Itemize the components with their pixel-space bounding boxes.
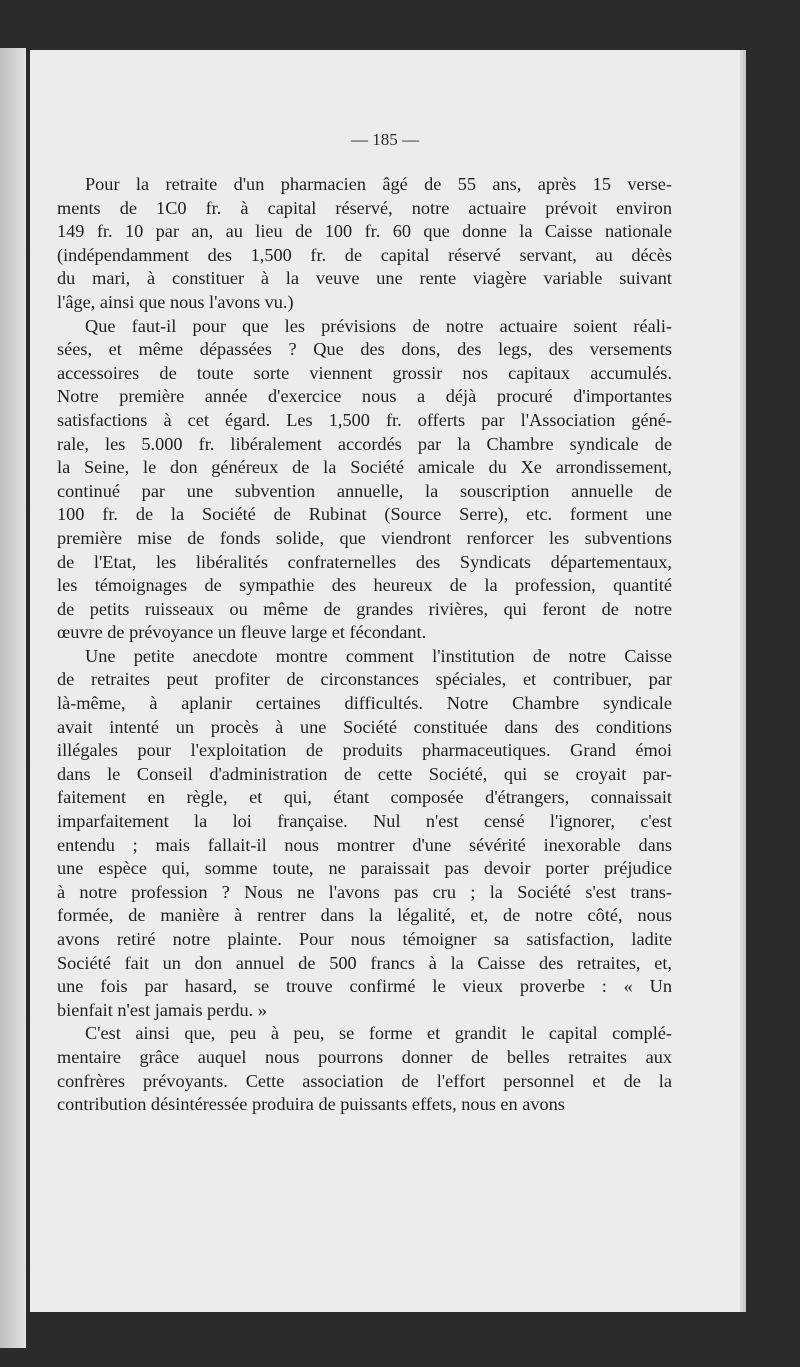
- text-line: illégales pour l'exploitation de produits pharmaceutiques. Grand émoi: [57, 740, 672, 761]
- text-line: rale, les 5.000 fr. libéralement accordés par la Chambre syndicale de: [57, 433, 672, 454]
- text-line: dans le Conseil d'administration de cette Société, qui se croyait par-: [57, 763, 672, 784]
- text-line: imparfaitement la loi française. Nul n'est censé l'ignorer, c'est: [57, 811, 672, 832]
- body-text: [57, 173, 672, 1117]
- text-line: satisfactions à cet égard. Les 1,500 fr. offerts par l'Association géné-: [57, 409, 672, 430]
- paragraph: [57, 315, 672, 645]
- text-line: (indépendamment des 1,500 fr. de capital réservé servant, au décès: [57, 244, 672, 265]
- paragraph: [57, 173, 672, 315]
- text-line: avons retiré notre plainte. Pour nous témoigner sa satisfaction, ladite: [57, 929, 672, 949]
- text-line: ments de 1C0 fr. à capital réservé, notre actuaire prévoit environ: [57, 197, 672, 218]
- page-number: — 185 —: [351, 130, 419, 149]
- text-line: Que faut-il pour que les prévisions de notre actuaire soient réali-: [85, 315, 672, 336]
- text-line: les témoignages de sympathie des heureux de la profession, quantité: [57, 575, 672, 596]
- text-line: mentaire grâce auquel nous pourrons donner de belles retraites aux: [57, 1046, 672, 1067]
- text-line: 100 fr. de la Société de Rubinat (Source Serre), etc. forment une: [57, 504, 672, 525]
- text-line: C'est ainsi que, peu à peu, se forme et grandit le capital complé-: [85, 1023, 672, 1044]
- text-line: la Seine, le don généreux de la Société amicale du Xe arrondissement,: [57, 457, 672, 478]
- text-line: formée, de manière à rentrer dans la légalité, et, de notre côté, nous: [57, 905, 672, 926]
- text-line: Société fait un don annuel de 500 francs à la Caisse des retraites, et,: [57, 952, 672, 973]
- paragraph: [57, 1022, 672, 1116]
- text-line: œuvre de prévoyance un fleuve large et fécondant.: [57, 622, 427, 643]
- text-line: première mise de fonds solide, que viendront renforcer les subventions: [57, 527, 672, 548]
- adjacent-page-edge: [0, 48, 26, 1348]
- book-page: [30, 50, 740, 1312]
- text-line: avait intenté un procès à une Société constituée dans des conditions: [57, 716, 672, 737]
- text-line: Une petite anecdote montre comment l'institution de notre Caisse: [85, 645, 672, 666]
- text-line: bienfait n'est jamais perdu. »: [57, 999, 267, 1020]
- text-line: Notre première année d'exercice nous a déjà procuré d'importantes: [57, 386, 672, 407]
- text-line: de petits ruisseaux ou même de grandes rivières, qui feront de notre: [57, 598, 672, 619]
- text-line: une fois par hasard, se trouve confirmé le vieux proverbe : « Un: [57, 976, 672, 997]
- text-line: Pour la retraite d'un pharmacien âgé de 55 ans, après 15 verse-: [85, 174, 672, 194]
- text-line: confrères prévoyants. Cette association de l'effort personnel et de la: [57, 1070, 672, 1091]
- text-line: du mari, à constituer à la veuve une rente viagère variable suivant: [57, 268, 672, 289]
- text-line: là-même, à aplanir certaines difficultés. Notre Chambre syndicale: [57, 693, 672, 714]
- text-line: l'âge, ainsi que nous l'avons vu.): [57, 291, 294, 312]
- text-line: continué par une subvention annuelle, la souscription annuelle de: [57, 480, 672, 501]
- text-line: de l'Etat, les libéralités confraternelles des Syndicats départementaux,: [57, 551, 672, 572]
- text-line: accessoires de toute sorte viennent grossir nos capitaux accumulés.: [57, 362, 672, 383]
- text-line: entendu ; mais fallait-il nous montrer d'une sévérité inexorable dans: [57, 834, 672, 855]
- text-line: une espèce qui, somme toute, ne paraissait pas devoir porter préjudice: [57, 858, 672, 879]
- text-line: à notre profession ? Nous ne l'avons pas cru ; la Société s'est trans-: [57, 881, 672, 902]
- text-line: sées, et même dépassées ? Que des dons, des legs, des versements: [57, 339, 672, 360]
- text-line: contribution désintéressée produira de puissants effets, nous en avons: [57, 1094, 565, 1115]
- text-line: de retraites peut profiter de circonstances spéciales, et contribuer, par: [57, 669, 672, 690]
- paragraph: [57, 645, 672, 1023]
- text-line: faitement en règle, et qui, étant composée d'étrangers, connaissait: [57, 787, 672, 808]
- text-line: 149 fr. 10 par an, au lieu de 100 fr. 60 que donne la Caisse nationale: [57, 221, 672, 242]
